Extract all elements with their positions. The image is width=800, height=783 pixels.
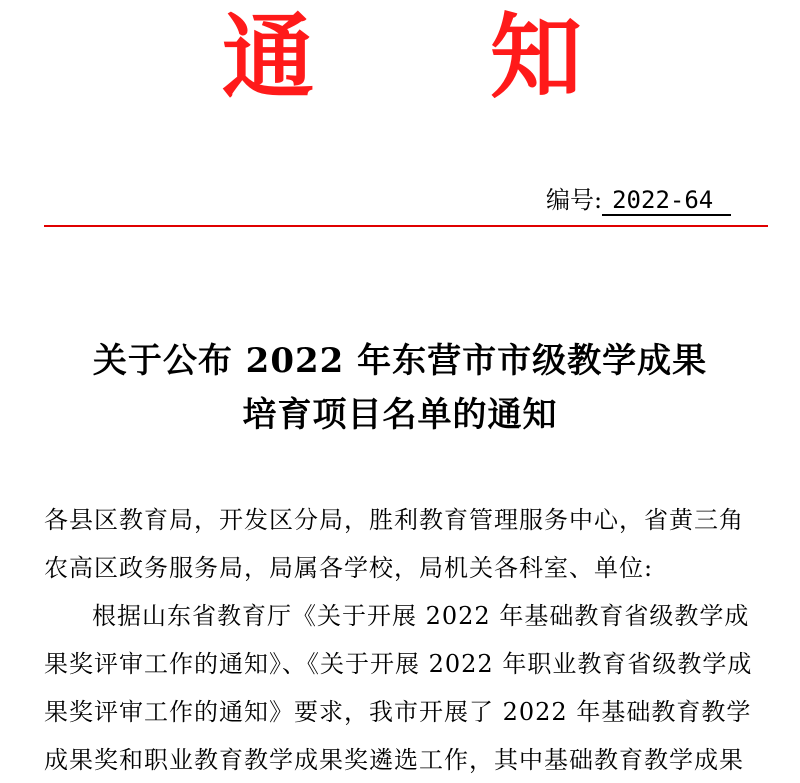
- paragraph-line: 果奖评审工作的通知》要求，我市开展了 2022 年基础教育教学: [44, 698, 752, 726]
- doc-number-value: 2022-64: [602, 186, 731, 216]
- title-line-2: 培育项目名单的通知: [242, 395, 558, 435]
- paragraph-line: 根据山东省教育厅《关于开展 2022 年基础教育省级教学成: [92, 602, 750, 630]
- masthead-char-right: 知: [490, 4, 583, 111]
- addressee-line-2: 农高区政务服务局，局属各学校，局机关各科室、单位:: [44, 554, 654, 582]
- addressee-line-1: 各县区教育局，开发区分局，胜利教育管理服务中心，省黄三角: [44, 506, 744, 534]
- document-body: [44, 496, 774, 783]
- document-title: [0, 334, 800, 442]
- masthead: [0, 0, 800, 120]
- doc-number: [546, 184, 731, 216]
- masthead-char-left: 通: [222, 4, 315, 111]
- doc-number-label: 编号:: [546, 186, 603, 214]
- title-line-1: 关于公布 2022 年东营市市级教学成果: [92, 341, 708, 381]
- paragraph-line: 成果奖和职业教育教学成果奖遴选工作，其中基础教育教学成果: [44, 746, 744, 774]
- paragraph-line: 果奖评审工作的通知》、《关于开展 2022 年职业教育省级教学成: [44, 650, 753, 678]
- red-separator-line: [44, 225, 768, 227]
